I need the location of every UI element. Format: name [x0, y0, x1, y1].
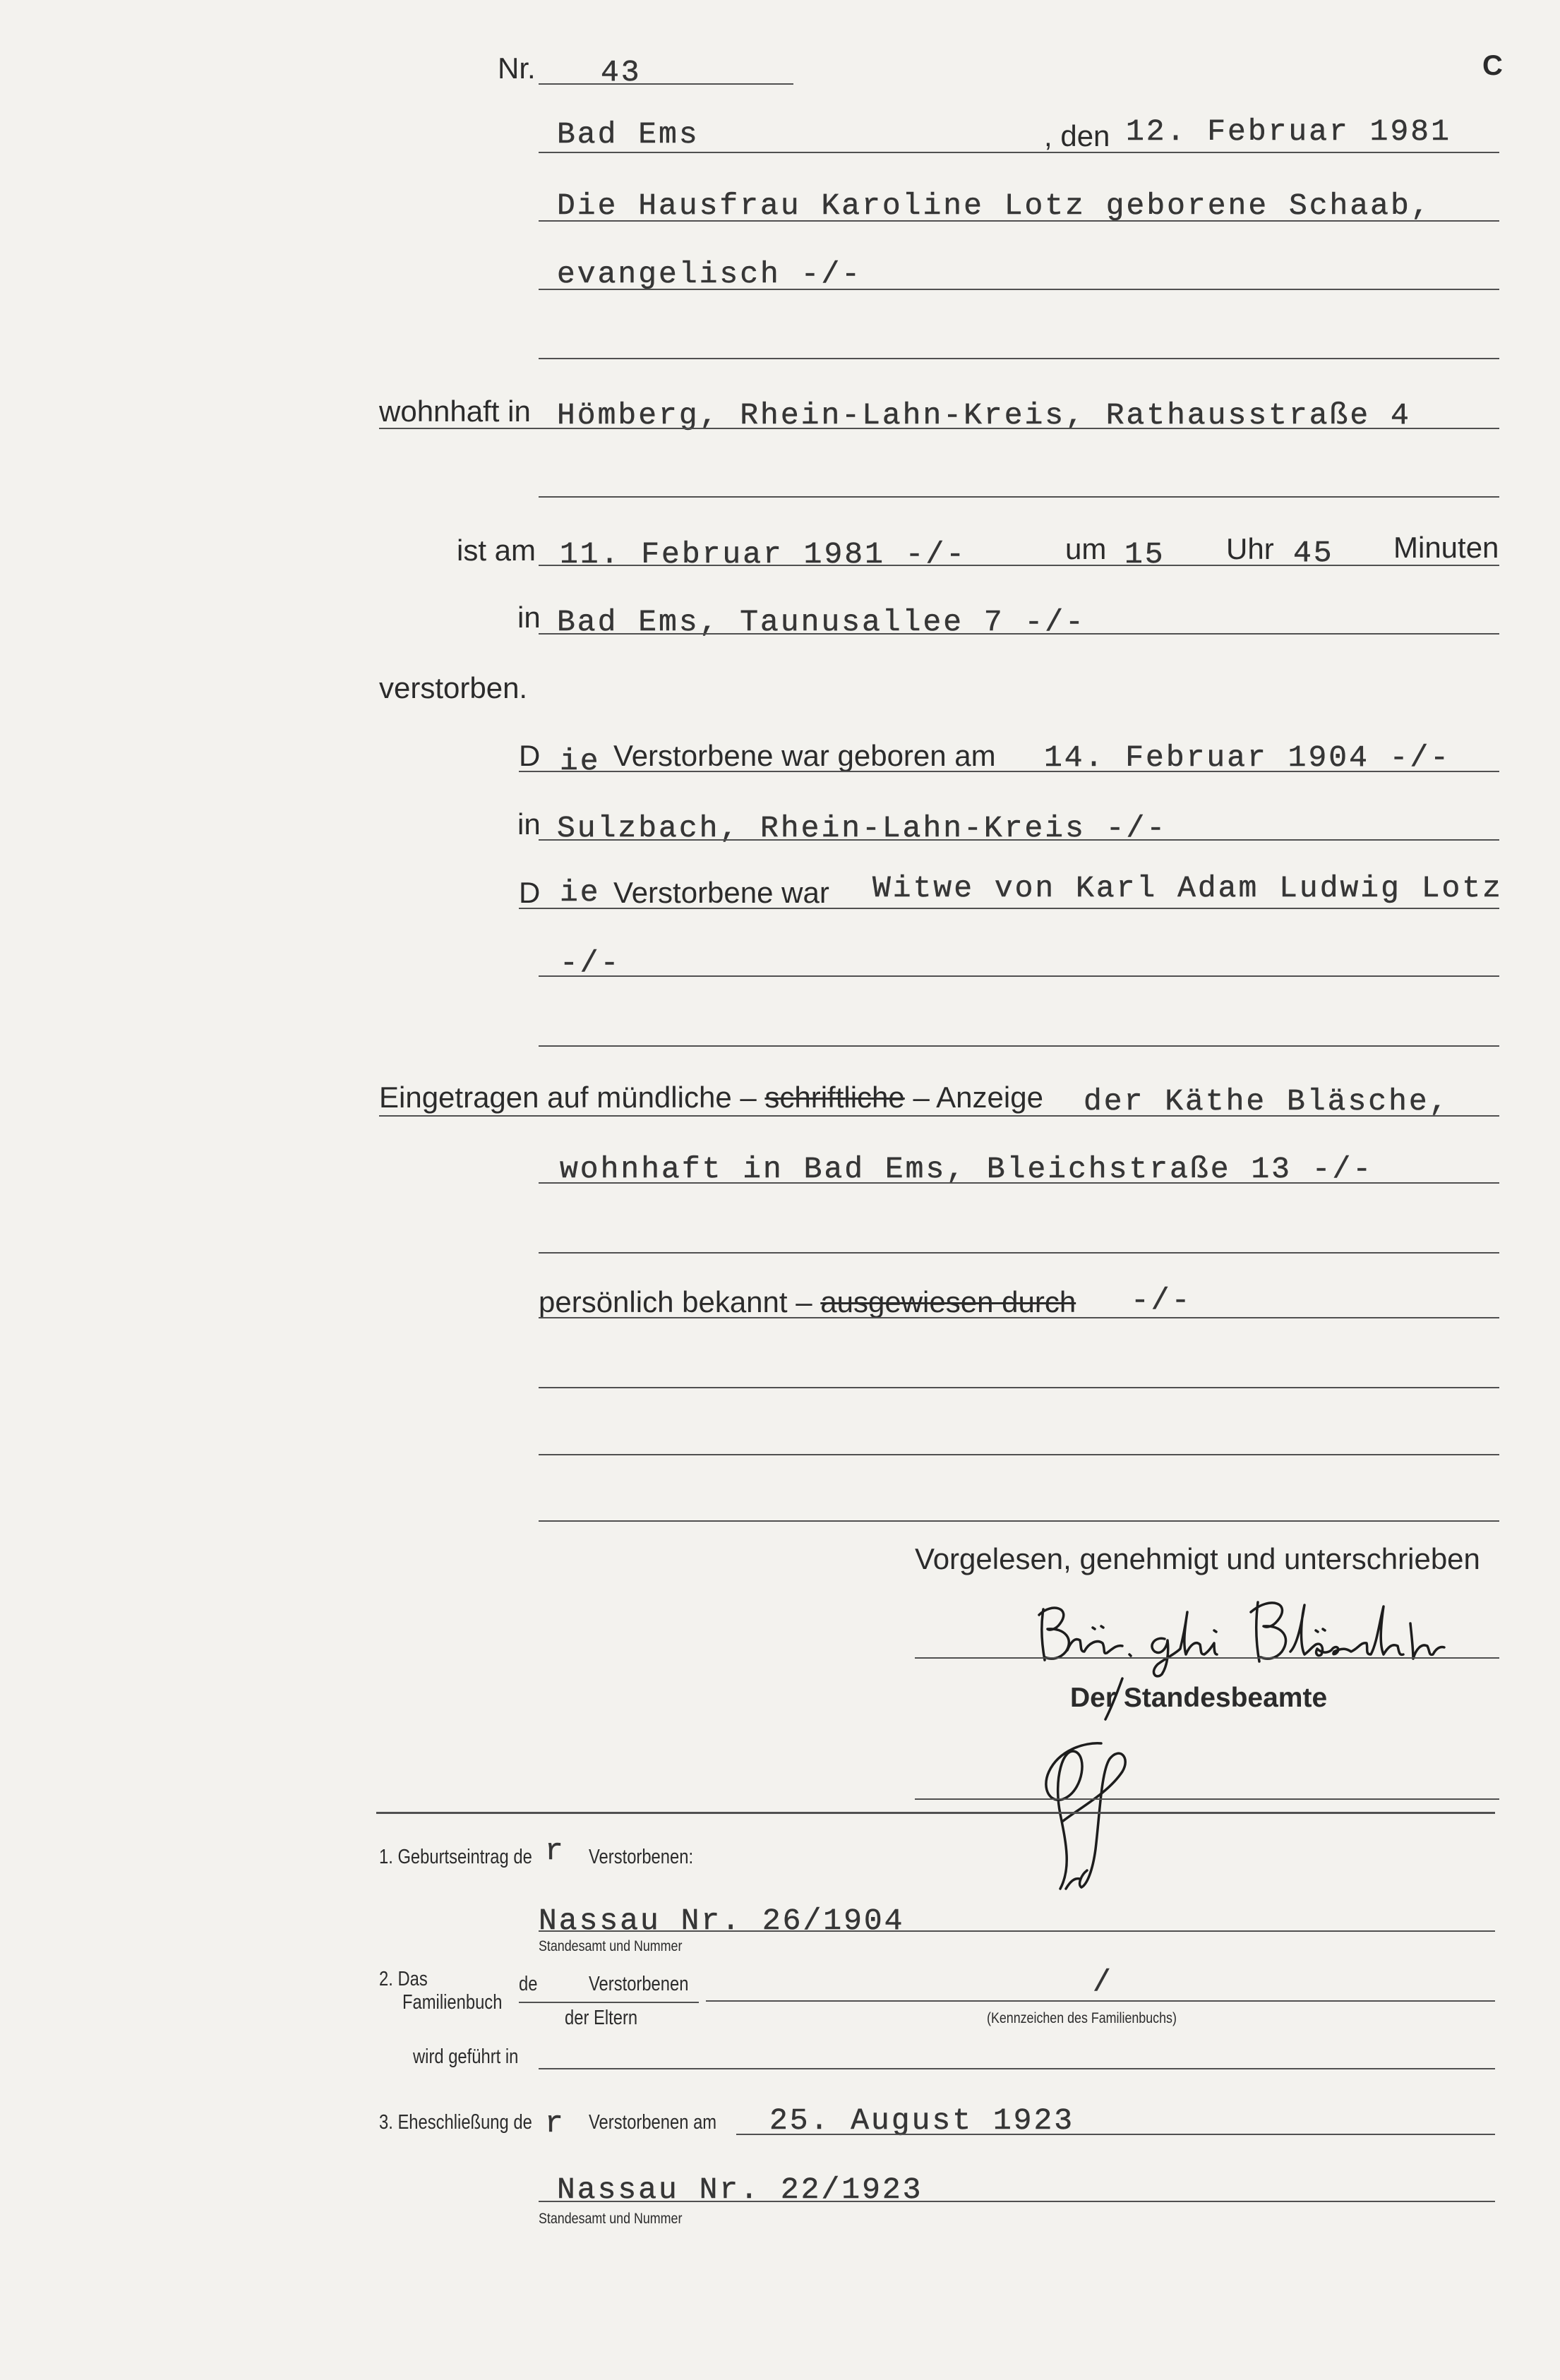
deceased-name: Die Hausfrau Karoline Lotz geborene Schaab, — [557, 188, 1432, 223]
blank-underline — [539, 1045, 1499, 1047]
informant-name: der Käthe Bläsche, — [1084, 1084, 1450, 1119]
deceased-residence: Hömberg, Rhein-Lahn-Kreis, Rathausstraße 4 — [557, 398, 1411, 433]
birth-in-label: in — [517, 807, 541, 841]
informant-address: wohnhaft in Bad Ems, Bleichstraße 13 -/- — [560, 1152, 1374, 1186]
registration-date: 12. Februar 1981 — [1126, 114, 1451, 149]
marriage-value-underline — [539, 2201, 1495, 2202]
birth-entry-label: 1. Geburtseintrag de — [379, 1846, 532, 1868]
death-hour: 15 — [1124, 537, 1165, 572]
registrar-signature — [1016, 1673, 1158, 1899]
status-label: Verstorbene war — [613, 876, 829, 909]
report-type-suffix: – Anzeige — [913, 1081, 1043, 1114]
den-label: , den — [1044, 119, 1110, 152]
place-date-underline — [539, 152, 1499, 153]
family-book-divider — [519, 2002, 699, 2003]
blank-underline — [539, 1454, 1499, 1455]
minuten-label: Minuten — [1393, 531, 1499, 564]
family-book-kept-in-underline — [539, 2068, 1495, 2069]
marital-status-underline-2 — [539, 975, 1499, 977]
family-book-verstorbenen-label: Verstorbenen — [589, 1973, 689, 1995]
section-separator — [376, 1812, 1495, 1814]
blank-underline — [539, 496, 1499, 498]
birth-entry-value: Nassau Nr. 26/1904 — [539, 1904, 905, 1938]
nr-underline — [539, 83, 793, 85]
identity-prefix: persönlich bekannt – — [539, 1285, 812, 1318]
blank-underline — [539, 358, 1499, 359]
blank-underline — [539, 1520, 1499, 1522]
identity-label — [539, 1287, 1076, 1317]
residence-underline — [379, 428, 1499, 429]
family-book-label-1: 2. Das — [379, 1968, 428, 1990]
registrar-signature-line — [915, 1798, 1499, 1800]
marriage-date-underline — [736, 2134, 1495, 2135]
report-type-label — [379, 1083, 1043, 1112]
family-book-kept-in-label: wird geführt in — [413, 2045, 519, 2068]
marriage-r-typed: r — [545, 2106, 565, 2141]
death-date: 11. Februar 1981 -/- — [560, 537, 967, 572]
informant-address-underline — [539, 1182, 1499, 1184]
birth-place: Sulzbach, Rhein-Lahn-Kreis -/- — [557, 811, 1168, 846]
identity-struck: ausgewiesen durch — [820, 1285, 1076, 1318]
registration-place: Bad Ems — [557, 117, 700, 152]
verstorben-label: verstorben. — [379, 671, 528, 704]
deceased-religion: evangelisch -/- — [557, 257, 863, 292]
birth-entry-caption: Standesamt und Nummer — [539, 1938, 683, 1954]
marriage-date: 25. August 1923 — [769, 2103, 1075, 2138]
birth-entry-r-typed: r — [545, 1834, 565, 1868]
deceased-name-underline — [539, 220, 1499, 222]
family-book-eltern-label: der Eltern — [565, 2007, 638, 2029]
um-label: um — [1065, 532, 1107, 565]
death-date-underline — [539, 565, 1499, 566]
birth-date-underline — [519, 771, 1499, 772]
uhr-label: Uhr — [1226, 532, 1274, 565]
registrar-label: Der Standesbeamte — [1070, 1683, 1328, 1713]
death-in-label: in — [517, 601, 541, 634]
birth-entry-underline — [539, 1930, 1495, 1932]
signature-strokes — [1039, 1602, 1444, 1676]
death-minute: 45 — [1293, 536, 1334, 570]
death-place: Bad Ems, Taunusallee 7 -/- — [557, 605, 1086, 639]
ist-am-label: ist am — [457, 534, 536, 567]
marriage-label: 3. Eheschließung de — [379, 2111, 532, 2134]
corner-letter: C — [1482, 50, 1503, 81]
informant-signature-line — [915, 1657, 1499, 1659]
wohnhaft-label: wohnhaft in — [379, 395, 531, 428]
nr-value: 43 — [601, 55, 642, 90]
marital-status-continuation: -/- — [560, 946, 621, 980]
family-book-de-label: de — [519, 1973, 538, 1995]
birth-label: Verstorbene war geboren am — [613, 739, 996, 772]
marriage-value: Nassau Nr. 22/1923 — [557, 2172, 923, 2207]
identity-underline — [539, 1317, 1499, 1318]
informant-underline — [379, 1115, 1499, 1117]
birth-entry-label-2: Verstorbenen: — [589, 1846, 694, 1868]
birth-date: 14. Februar 1904 -/- — [1044, 740, 1451, 775]
family-book-label-2: Familienbuch — [402, 1991, 503, 2014]
birth-d-label: D — [519, 739, 541, 772]
report-type-prefix: Eingetragen auf mündliche – — [379, 1081, 757, 1114]
read-approved-label: Vorgelesen, genehmigt und unterschrieben — [915, 1542, 1480, 1575]
marital-status-underline — [519, 908, 1499, 909]
signature-strokes — [1046, 1678, 1125, 1889]
birth-place-underline — [539, 839, 1499, 841]
birth-ie-typed: ie — [560, 744, 601, 779]
identity-value: -/- — [1131, 1283, 1192, 1318]
marriage-caption: Standesamt und Nummer — [539, 2211, 683, 2227]
blank-underline — [539, 1252, 1499, 1254]
deceased-religion-underline — [539, 289, 1499, 290]
marriage-label-2: Verstorbenen am — [589, 2111, 717, 2134]
nr-label: Nr. — [498, 52, 536, 85]
status-ie-typed: ie — [560, 875, 601, 910]
informant-signature — [1024, 1581, 1447, 1680]
family-book-underline — [706, 2000, 1495, 2002]
status-d-label: D — [519, 876, 541, 909]
marital-status-value: Witwe von Karl Adam Ludwig Lotz — [872, 871, 1503, 906]
blank-underline — [539, 1387, 1499, 1388]
family-book-caption: (Kennzeichen des Familienbuchs) — [987, 2010, 1177, 2026]
family-book-value: / — [1093, 1965, 1113, 2000]
report-type-struck: schriftliche — [764, 1081, 905, 1114]
death-place-underline — [539, 633, 1499, 635]
